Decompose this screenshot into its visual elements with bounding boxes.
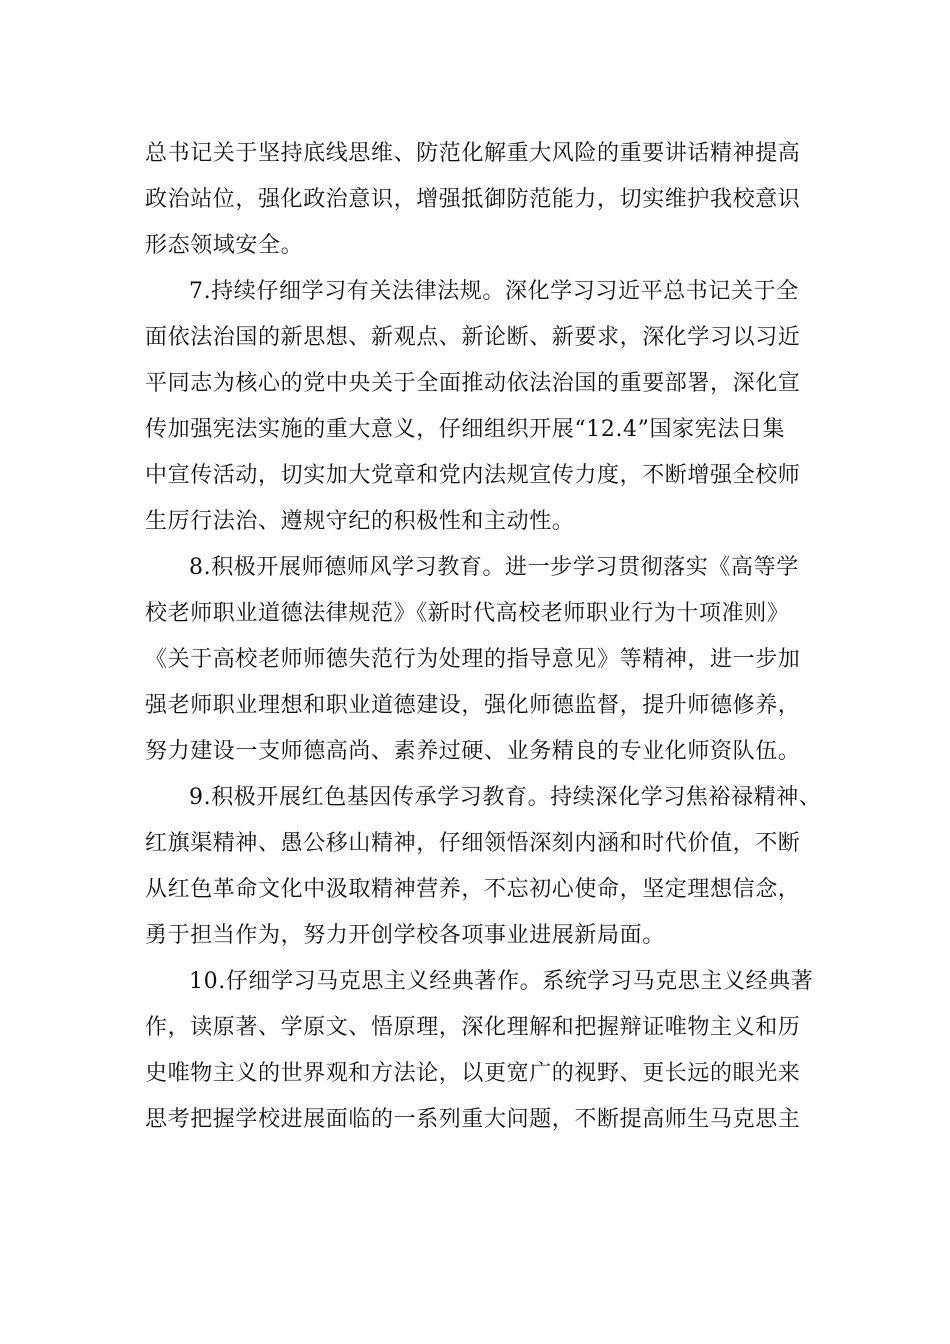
text-line: 《关于高校老师师德失范行为处理的指导意见》等精神，进一步加 <box>145 647 801 672</box>
text-line: 总书记关于坚持底线思维、防范化解重大风险的重要讲话精神提高 <box>145 141 801 166</box>
text-line: 平同志为核心的党中央关于全面推动依法治国的重要部署，深化宣 <box>145 371 801 396</box>
text-line: 中宣传活动，切实加大党章和党内法规宣传力度，不断增强全校师 <box>145 463 801 488</box>
document-body <box>145 131 822 1143</box>
text-line: 史唯物主义的世界观和方法论，以更宽广的视野、更长远的眼光来 <box>145 1061 801 1086</box>
text-line: 从红色革命文化中汲取精神营养，不忘初心使命，坚定理想信念， <box>145 877 801 902</box>
text-line: 传加强宪法实施的重大意义，仔细组织开展“12.4”国家宪法日集 <box>145 417 786 442</box>
text-line: 政治站位，强化政治意识，增强抵御防范能力，切实维护我校意识 <box>145 187 801 212</box>
text-line: 面依法治国的新思想、新观点、新论断、新要求，深化学习以习近 <box>145 325 801 350</box>
text-line: 红旗渠精神、愚公移山精神，仔细领悟深刻内涵和时代价值，不断 <box>145 831 801 856</box>
text-line: 作，读原著、学原文、悟原理，深化理解和把握辩证唯物主义和历 <box>145 1015 801 1040</box>
text-line: 形态领域安全。 <box>145 233 304 258</box>
paragraph-8-first-line: 8.积极开展师德师风学习教育。进一步学习贯彻落实《高等学 <box>189 555 799 580</box>
text-line: 强老师职业理想和职业道德建设，强化师德监督，提升师德修养， <box>145 693 801 718</box>
paragraph-10-first-line: 10.仔细学习马克思主义经典著作。系统学习马克思主义经典著 <box>189 969 814 994</box>
paragraph-9-first-line: 9.积极开展红色基因传承学习教育。持续深化学习焦裕禄精神、 <box>189 785 822 810</box>
text-line: 勇于担当作为，努力开创学校各项事业进展新局面。 <box>145 923 665 948</box>
text-line: 思考把握学校进展面临的一系列重大问题，不断提高师生马克思主 <box>145 1107 801 1132</box>
text-line: 生厉行法治、遵规守纪的积极性和主动性。 <box>145 509 575 534</box>
paragraph-7-first-line: 7.持续仔细学习有关法律法规。深化学习习近平总书记关于全 <box>189 279 799 304</box>
text-line: 校老师职业道德法律规范》《新时代高校老师职业行为十项准则》 <box>145 601 790 626</box>
text-line: 努力建设一支师德高尚、素养过硬、业务精良的专业化师资队伍。 <box>145 739 801 764</box>
